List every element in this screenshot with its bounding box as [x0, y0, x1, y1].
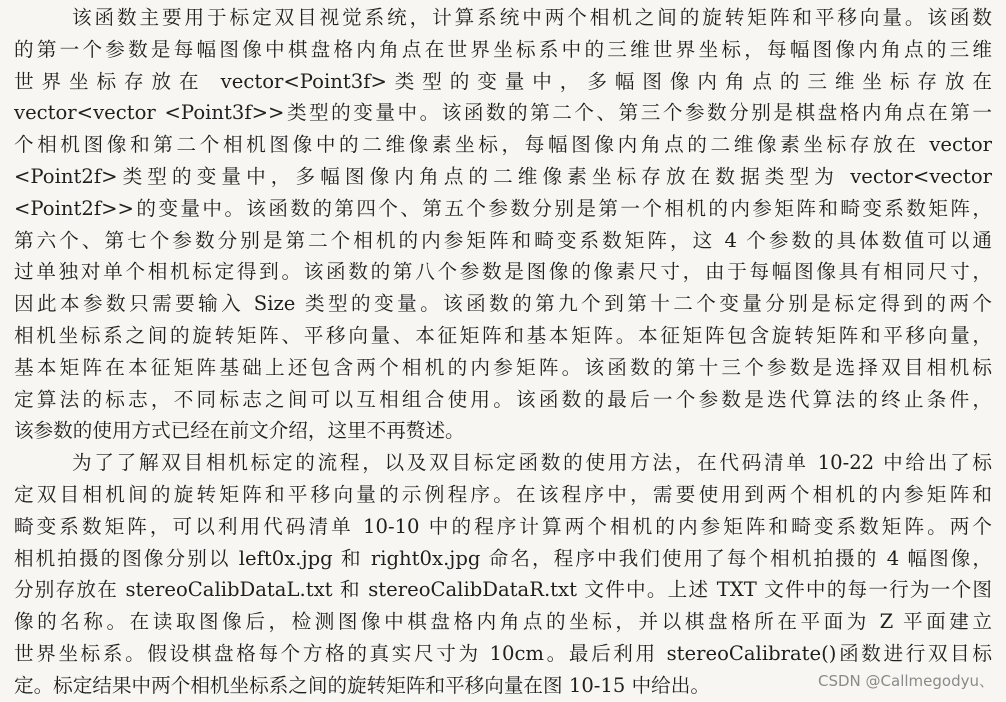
text-line: 为了了解双目相机标定的流程，以及双目标定函数的使用方法，在代码清单 10-22 中给出了标 — [72, 451, 992, 475]
text-line: 过单独对单个相机标定得到。该函数的第八个参数是图像的像素尺寸，由于每幅图像具有相同尺寸， — [14, 260, 992, 284]
paragraph-2 — [14, 447, 992, 701]
watermark: CSDN @Callmegodyu、 — [818, 672, 994, 690]
text-line: 畸变系数矩阵，可以利用代码清单 10-10 中的程序计算两个相机的内参矩阵和畸变系数矩阵。两个 — [14, 514, 992, 538]
text-line: 定算法的标志，不同标志之间可以互相组合使用。该函数的最后一个参数是迭代算法的终止条件， — [14, 387, 992, 411]
text-line: <Point2f>类型的变量中，多幅图像内角点的二维像素坐标存放在数据类型为 vector<vector — [14, 164, 992, 188]
document-page — [14, 2, 992, 702]
text-line: 像的名称。在读取图像后，检测图像中棋盘格内角点的坐标，并以棋盘格所在平面为 Z 平面建立 — [14, 610, 992, 634]
text-line: 分别存放在 stereoCalibDataL.txt 和 stereoCalibDataR.txt 文件中。上述 TXT 文件中的每一行为一个图 — [14, 578, 992, 602]
text-line: 第六个、第七个参数分别是第二个相机的内参矩阵和畸变系数矩阵，这 4 个参数的具体数值可以通 — [14, 228, 992, 252]
text-line: 的第一个参数是每幅图像中棋盘格内角点在世界坐标系中的三维世界坐标，每幅图像内角点的三维 — [14, 37, 992, 61]
text-line: 世界坐标存放在 vector<Point3f>类型的变量中，多幅图像内角点的三维坐标存放在 — [14, 69, 992, 93]
text-line: 相机坐标系之间的旋转矩阵、平移向量、本征矩阵和基本矩阵。本征矩阵包含旋转矩阵和平移向量， — [14, 323, 992, 347]
paragraph-1 — [14, 2, 992, 447]
text-line: 因此本参数只需要输入 Size 类型的变量。该函数的第九个到第十二个变量分别是标定得到的两个 — [14, 292, 992, 316]
text-line: 该参数的使用方式已经在前文介绍，这里不再赘述。 — [14, 419, 465, 443]
text-line: 个相机图像和第二个相机图像中的二维像素坐标，每幅图像内角点的二维像素坐标存放在 vector — [14, 133, 992, 157]
text-line: 相机拍摄的图像分别以 left0x.jpg 和 right0x.jpg 命名，程序中我们使用了每个相机拍摄的 4 幅图像， — [14, 546, 992, 570]
text-line: 定双目相机间的旋转矩阵和平移向量的示例程序。在该程序中，需要使用到两个相机的内参矩阵和 — [14, 482, 992, 506]
text-line: 基本矩阵在本征矩阵基础上还包含两个相机的内参矩阵。该函数的第十三个参数是选择双目相机标 — [14, 355, 992, 379]
text-line: vector<vector <Point3f>>类型的变量中。该函数的第二个、第三个参数分别是棋盘格内角点在第一 — [14, 101, 992, 125]
text-line: 定。标定结果中两个相机坐标系之间的旋转矩阵和平移向量在图 10-15 中给出。 — [14, 673, 710, 697]
text-line: 该函数主要用于标定双目视觉系统，计算系统中两个相机之间的旋转矩阵和平移向量。该函数 — [72, 6, 992, 29]
text-line: 世界坐标系。假设棋盘格每个方格的真实尺寸为 10cm。最后利用 stereoCalibrate()函数进行双目标 — [14, 641, 992, 665]
text-line: <Point2f>>的变量中。该函数的第四个、第五个参数分别是第一个相机的内参矩阵和畸变系数矩阵， — [14, 196, 992, 220]
